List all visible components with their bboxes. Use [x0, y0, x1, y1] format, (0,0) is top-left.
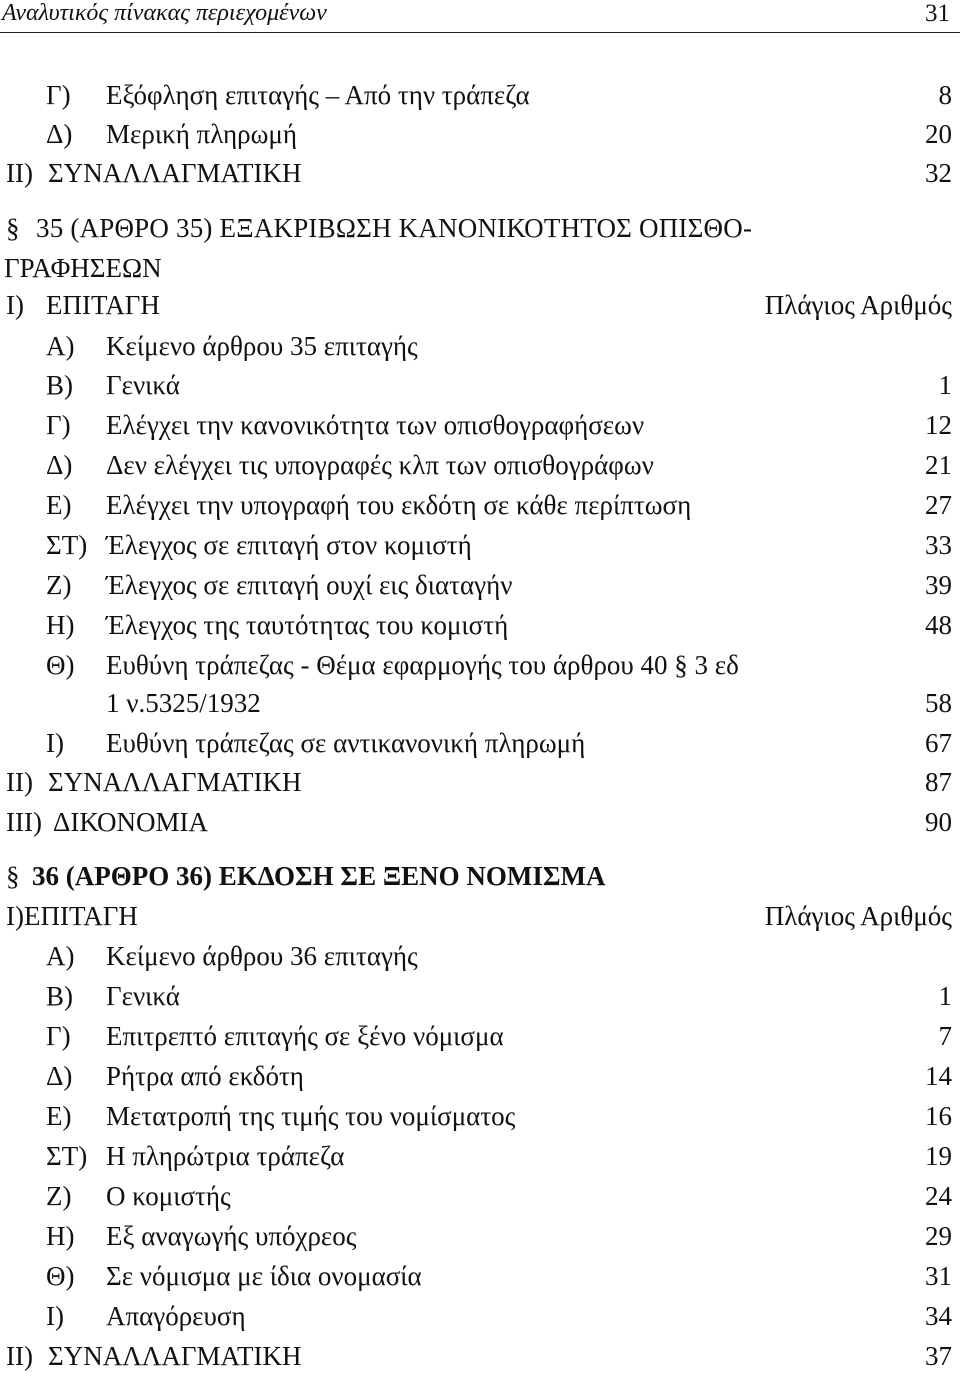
toc-entry-text: Ρήτρα από εκδότη — [106, 1061, 304, 1091]
toc-entry-text: Μερική πληρωμή — [106, 119, 298, 149]
toc-entry — [0, 1218, 960, 1254]
toc-entry-label: Γ) — [46, 410, 71, 440]
toc-entry — [0, 77, 960, 113]
toc-entry-page: 20 — [925, 119, 952, 149]
toc-entry-page: 32 — [925, 158, 952, 188]
toc-entry — [0, 367, 960, 403]
column-label: Πλάγιος Αριθμός — [764, 901, 952, 931]
section-heading-text — [36, 209, 954, 247]
running-header — [0, 0, 960, 33]
toc-entry — [0, 1098, 960, 1134]
toc-entry — [0, 1178, 960, 1214]
toc-entry-continuation — [0, 685, 960, 721]
toc-entry-label: Ι) — [46, 728, 64, 758]
toc-entry-label: ΙΙΙ) — [6, 807, 42, 837]
toc-entry — [0, 567, 960, 603]
toc-entry-label: Θ) — [46, 650, 75, 680]
toc-entry-text: Ελέγχει την κανονικότητα των οπισθογραφήσεων — [106, 410, 645, 440]
part-label: Ι) — [6, 290, 24, 320]
toc-entry-text: Εξ αναγωγής υπόχρεος — [106, 1221, 357, 1251]
section-symbol: § — [6, 213, 20, 243]
toc-entry-label: Α) — [46, 941, 75, 971]
toc-entry-text: Έλεγχος σε επιταγή ουχί εις διαταγήν — [106, 570, 513, 600]
toc-entry-page: 90 — [925, 807, 952, 837]
toc-entry-text: ΣΥΝΑΛΛΑΓΜΑΤΙΚΗ — [48, 1341, 302, 1371]
column-label: Πλάγιος Αριθμός — [764, 290, 952, 320]
toc-entry-text: Η πληρώτρια τράπεζα — [106, 1141, 345, 1171]
toc-entry — [0, 407, 960, 443]
toc-entry-label: Ι) — [46, 1301, 64, 1331]
toc-entry-text: Έλεγχος της ταυτότητας του κομιστή — [106, 610, 509, 640]
toc-entry-page: 37 — [925, 1341, 952, 1371]
toc-entry-page: 29 — [925, 1221, 952, 1251]
toc-entry-text: Γενικά — [106, 981, 180, 1011]
part-heading — [0, 287, 960, 323]
toc-entry-text: Ο κομιστής — [106, 1181, 231, 1211]
section-heading-line1: 36 (ΑΡΘΡΟ 36) ΕΚΔΟΣΗ ΣΕ ΞΕΝΟ ΝΟΜΙΣΜΑ — [32, 861, 606, 891]
section-heading-line1: 35 (ΑΡΘΡΟ 35) ΕΞΑΚΡΙΒΩΣΗ ΚΑΝΟΝΙΚΟΤΗΤΟΣ ΟΠΙΣΘΟ- — [36, 213, 753, 243]
toc-entry — [0, 1298, 960, 1334]
toc-entry-label: Α) — [46, 331, 75, 361]
toc-entry-label: Η) — [46, 610, 75, 640]
toc-entry — [0, 764, 960, 800]
toc-entry-text: 1 ν.5325/1932 — [106, 688, 261, 718]
toc-entry-text: Γενικά — [106, 370, 180, 400]
toc-entry-page: 58 — [925, 688, 952, 718]
toc-entry-page: 21 — [925, 450, 952, 480]
toc-entry-text: Κείμενο άρθρου 36 επιταγής — [106, 941, 418, 971]
toc-entry — [0, 1138, 960, 1174]
toc-entry — [0, 527, 960, 563]
toc-entry-text: Ευθύνη τράπεζας σε αντικανονική πληρωμή — [106, 728, 586, 758]
toc-entry-page: 31 — [925, 1261, 952, 1291]
section-heading-36 — [0, 857, 960, 897]
toc-entry-text: ΣΥΝΑΛΛΑΓΜΑΤΙΚΗ — [48, 158, 302, 188]
toc-entry — [0, 447, 960, 483]
toc-entry-label: Ε) — [46, 490, 72, 520]
toc-entry-text: Ευθύνη τράπεζας - Θέμα εφαρμογής του άρθρου 40 § 3 εδ — [106, 650, 739, 680]
toc-entry-label: Ε) — [46, 1101, 72, 1131]
toc-entry-page: 8 — [938, 80, 952, 110]
toc-entry-text: Επιτρεπτό επιταγής σε ξένο νόμισμα — [106, 1021, 504, 1051]
toc-entry — [0, 804, 960, 840]
toc-entry-label: ΙΙ) — [6, 767, 33, 797]
toc-entry — [0, 487, 960, 523]
toc-entry-page: 1 — [938, 981, 952, 1011]
toc-entry-page: 12 — [925, 410, 952, 440]
toc-entry-page: 1 — [938, 370, 952, 400]
toc-entry — [0, 725, 960, 761]
toc-entry-page: 67 — [925, 728, 952, 758]
toc-entry-label: Η) — [46, 1221, 75, 1251]
toc-entry — [0, 1058, 960, 1094]
toc-entry — [0, 647, 960, 683]
toc-entry-label: ΣΤ) — [46, 1141, 88, 1171]
toc-entry-text: Εξόφληση επιταγής – Από την τράπεζα — [106, 80, 530, 110]
toc-entry — [0, 116, 960, 152]
toc-entry — [0, 1018, 960, 1054]
toc-entry-label: Δ) — [46, 119, 73, 149]
toc-entry-page: 19 — [925, 1141, 952, 1171]
toc-entry-label: Γ) — [46, 1021, 71, 1051]
toc-entry-text: Έλεγχος σε επιταγή στον κομιστή — [106, 530, 472, 560]
toc-entry-label: ΣΤ) — [46, 530, 88, 560]
part-heading — [0, 898, 960, 934]
section-symbol: § — [6, 861, 20, 891]
toc-entry — [0, 328, 960, 364]
section-heading-text — [32, 857, 950, 895]
running-header-title: Αναλυτικός πίνακας περιεχομένων — [2, 0, 327, 26]
toc-entry-label: Δ) — [46, 450, 73, 480]
toc-entry-page: 24 — [925, 1181, 952, 1211]
toc-entry — [0, 978, 960, 1014]
toc-entry — [0, 1258, 960, 1294]
toc-entry-label: Ζ) — [46, 570, 72, 600]
toc-entry-page: 7 — [938, 1021, 952, 1051]
toc-entry-text: ΔΙΚΟΝΟΜΙΑ — [53, 807, 208, 837]
toc-entry-page: 34 — [925, 1301, 952, 1331]
toc-entry-text: Ελέγχει την υπογραφή του εκδότη σε κάθε περίπτωση — [106, 490, 692, 520]
part-title: ΕΠΙΤΑΓΗ — [46, 290, 160, 320]
toc-entry-label: Β) — [46, 981, 73, 1011]
section-heading-35 — [0, 209, 960, 289]
toc-entry-label: ΙΙ) — [6, 158, 33, 188]
toc-entry-page: 48 — [925, 610, 952, 640]
toc-entry — [0, 607, 960, 643]
toc-entry-label: Γ) — [46, 80, 71, 110]
toc-entry-page: 39 — [925, 570, 952, 600]
toc-entry-label: Ζ) — [46, 1181, 72, 1211]
toc-entry — [0, 938, 960, 974]
page-number: 31 — [925, 0, 950, 27]
toc-entry-text: Δεν ελέγχει τις υπογραφές κλπ των οπισθογράφων — [106, 450, 654, 480]
toc-entry-label: Δ) — [46, 1061, 73, 1091]
toc-entry-text: Σε νόμισμα με ίδια ονομασία — [106, 1261, 422, 1291]
toc-entry-label: Θ) — [46, 1261, 75, 1291]
toc-entry-label: Β) — [46, 370, 73, 400]
section-heading-line2: ΓΡΑΦΗΣΕΩΝ — [4, 253, 162, 283]
toc-entry-page: 87 — [925, 767, 952, 797]
toc-entry-page: 27 — [925, 490, 952, 520]
toc-entry-page: 33 — [925, 530, 952, 560]
toc-entry — [0, 155, 960, 191]
toc-entry-label: ΙΙ) — [6, 1341, 33, 1371]
toc-entry-text: Κείμενο άρθρου 35 επιταγής — [106, 331, 418, 361]
toc-entry-text: ΣΥΝΑΛΛΑΓΜΑΤΙΚΗ — [48, 767, 302, 797]
toc-entry — [0, 1338, 960, 1374]
toc-entry-page: 14 — [925, 1061, 952, 1091]
toc-entry-page: 16 — [925, 1101, 952, 1131]
part-title: Ι)ΕΠΙΤΑΓΗ — [6, 901, 138, 931]
toc-entry-text: Μετατροπή της τιμής του νομίσματος — [106, 1101, 516, 1131]
toc-entry-text: Απαγόρευση — [106, 1301, 246, 1331]
